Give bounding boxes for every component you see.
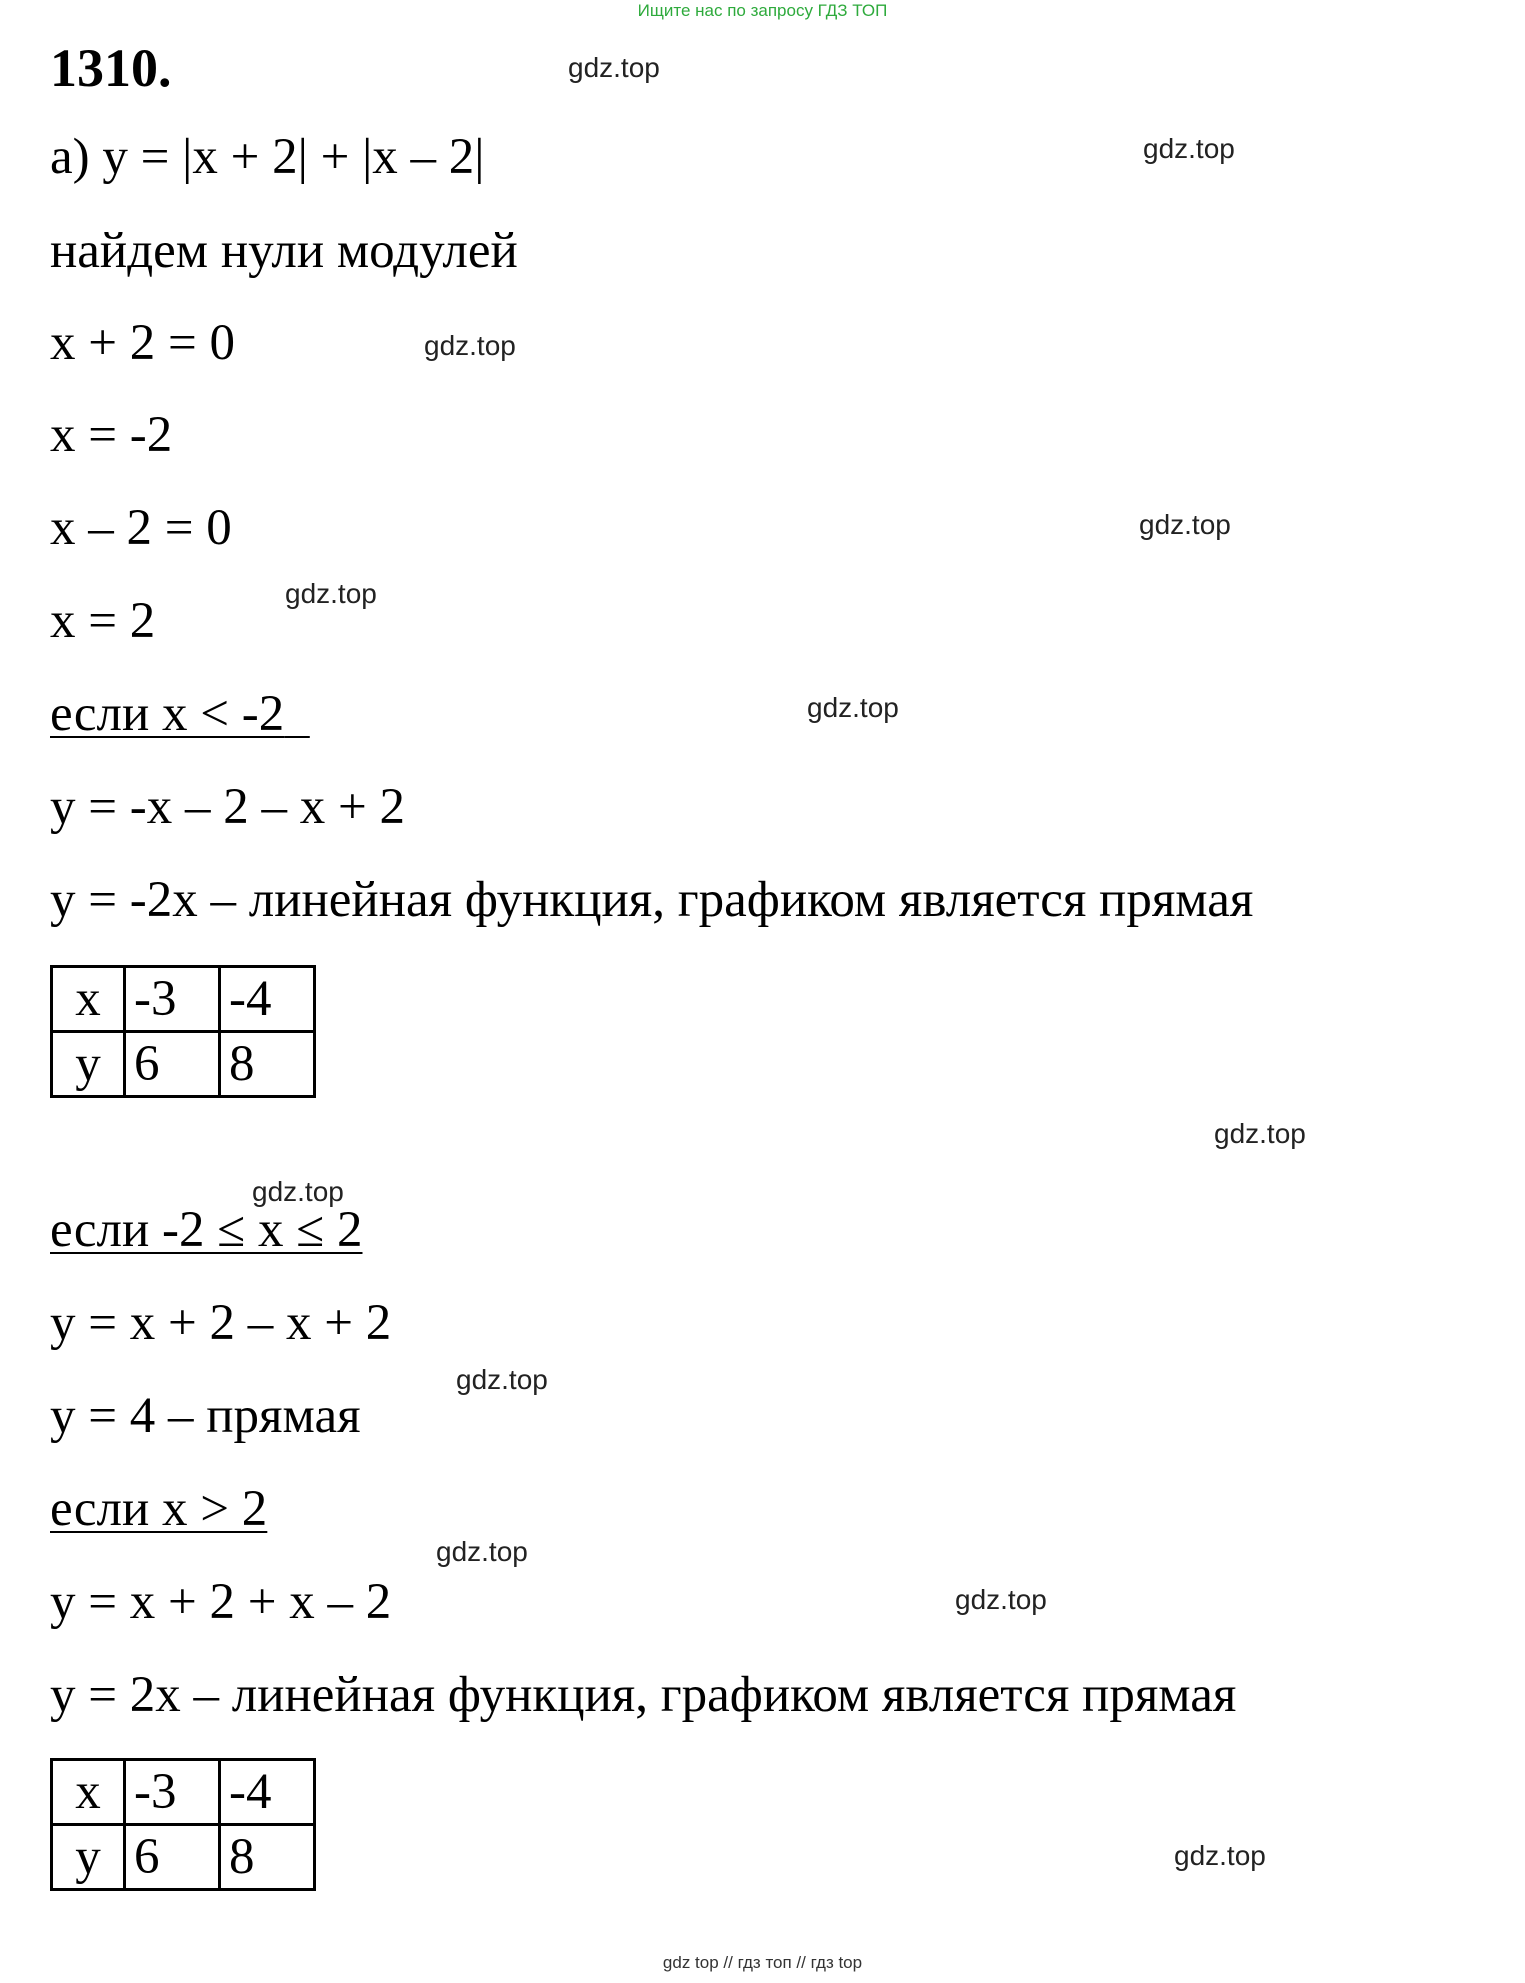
search-banner[interactable]: Ищите нас по запросу ГДЗ ТОП [637,1,888,20]
table-row [52,1032,315,1097]
table-row [52,1825,315,1890]
case-1-result: y = -2x – линейная функция, графиком является прямая [50,872,1254,928]
watermark: gdz.top [568,52,660,83]
watermark: gdz.top [436,1536,528,1567]
case-2-heading: если -2 ≤ x ≤ 2 [50,1202,363,1258]
problem-number: 1310. [50,38,172,98]
table-cell: -3 [125,967,220,1032]
case-3-expression: y = x + 2 + x – 2 [50,1574,392,1630]
case-3-heading: если x > 2 [50,1481,268,1537]
table-row [52,967,315,1032]
table-cell: -4 [220,1760,315,1825]
watermark: gdz.top [252,1176,344,1207]
table-cell: x [52,967,125,1032]
watermark: gdz.top [807,692,899,723]
watermark: gdz.top [955,1584,1047,1615]
values-table-1 [50,965,316,1098]
find-zeros-text: найдем нули модулей [50,223,518,279]
case-2-expression: y = x + 2 – x + 2 [50,1295,392,1351]
table-cell: x [52,1760,125,1825]
table-cell: -4 [220,967,315,1032]
case-1-heading: если x < -2 [50,686,285,742]
table-cell: 8 [220,1825,315,1890]
part-a-function: а) y = |x + 2| + |x – 2| [50,129,485,185]
table-cell: 6 [125,1825,220,1890]
equation-2: x – 2 = 0 [50,500,232,556]
table-row [52,1760,315,1825]
solution-2: x = 2 [50,593,156,649]
solution-1: x = -2 [50,407,173,463]
watermark: gdz.top [1174,1840,1266,1871]
case-3-result: y = 2x – линейная функция, графиком является прямая [50,1667,1237,1723]
watermark: gdz.top [1214,1118,1306,1149]
table-cell: 8 [220,1032,315,1097]
watermark: gdz.top [424,330,516,361]
watermark: gdz.top [1139,509,1231,540]
watermark: gdz.top [456,1364,548,1395]
table-cell: y [52,1825,125,1890]
watermark: gdz.top [285,578,377,609]
watermark: gdz.top [1143,133,1235,164]
case-1-expression: y = -x – 2 – x + 2 [50,779,406,835]
table-cell: -3 [125,1760,220,1825]
footer-watermark: gdz top // гдз топ // гдз top [662,1953,863,1972]
table-cell: y [52,1032,125,1097]
table-cell: 6 [125,1032,220,1097]
case-2-result: y = 4 – прямая [50,1388,361,1444]
values-table-2 [50,1758,316,1891]
equation-1: x + 2 = 0 [50,315,236,371]
